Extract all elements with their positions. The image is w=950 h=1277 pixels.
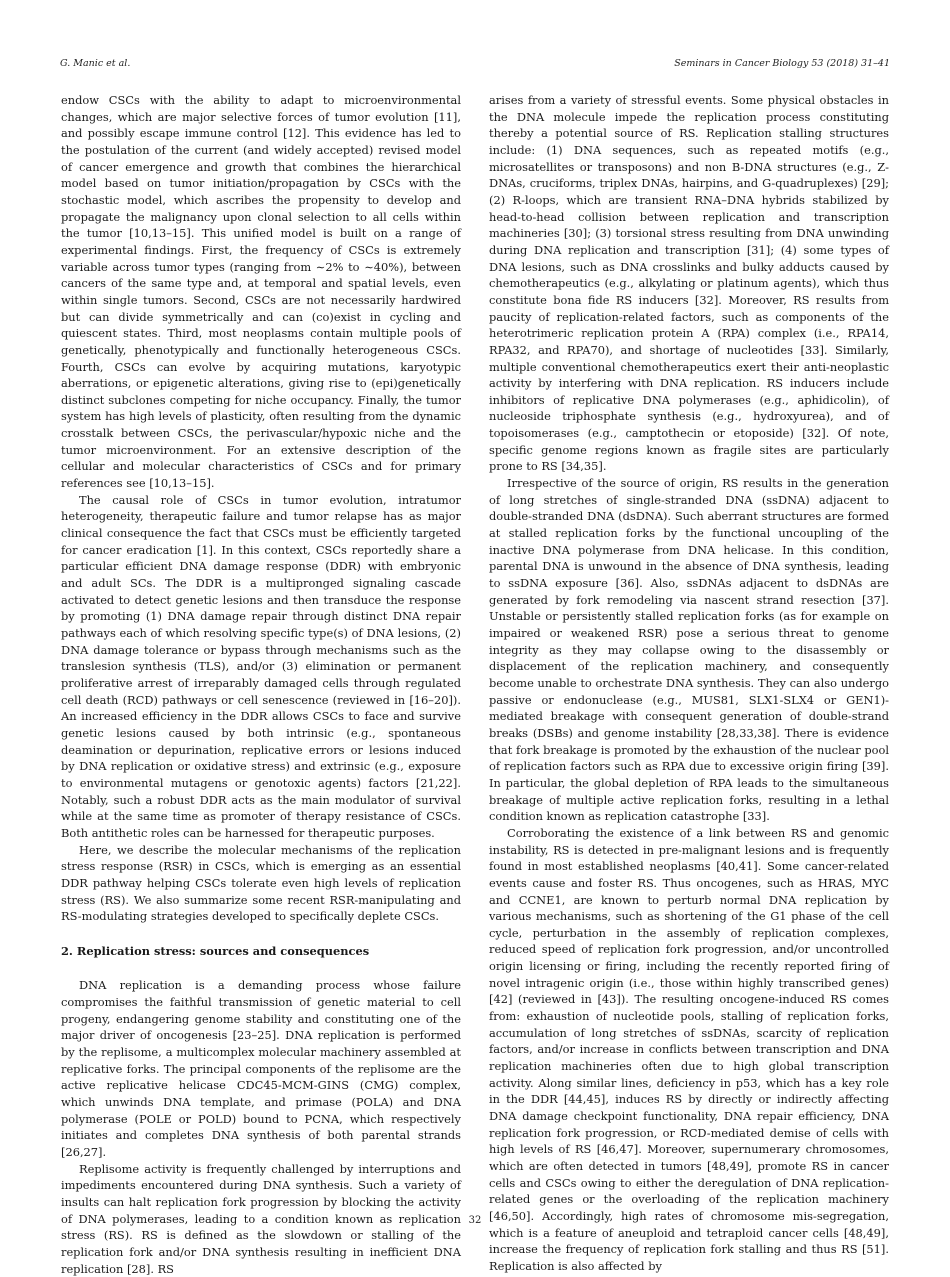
right-column [489,92,889,1275]
paragraph: arises from a variety of stressful events. Some physical obstacles in the DNA molecule impede the replication process constituting thereby a potential source of RS. Replication stalling structures include: (1) DNA sequences, such as repeated motifs (e.g., microsatellites or transposons) and non B-DNA structures (e.g., Z-DNAs, cruciforms, triplex DNAs, hairpins, and G-quadruplexes) [29]; (2) R-loops, which are transient RNA–DNA hybrids stabilized by head-to-head collision between replication and transcription machineries [30]; (3) torsional stress resulting from DNA unwinding during DNA replication and transcription [31]; (4) some types of DNA lesions, such as DNA crosslinks and bulky adducts caused by chemotherapeutics (e.g., alkylating or platinum agents), which thus constitute bona fide RS inducers [32]. Moreover, RS results from paucity of replication-related factors, such as components of the heterotrimeric replication protein A (RPA) complex (i.e., RPA14, RPA32, and RPA70), and shortage of nucleotides [33]. Similarly, multiple conventional chemotherapeutics exert their anti-neoplastic activity by interfering with DNA replication. RS inducers include inhibitors of replicative DNA polymerases (e.g., aphidicolin), of nucleoside triphosphate synthesis (e.g., hydroxyurea), and of topoisomerases (e.g., camptothecin or etoposide) [32]. Of note, specific genome regions known as fragile sites are particularly prone to RS [34,35]. [489,93,889,474]
paragraph: Replisome activity is frequently challenged by interruptions and impediments encountered during DNA synthesis. Such a variety of insults can halt replication fork progression by blocking the activity of DNA polymerases, leading to a condition known as replication stress (RS). RS is defined as the slowdown or stalling of the replication fork and/or DNA synthesis resulting in inefficient DNA replication [28]. RS [61,1161,461,1276]
paragraph: DNA replication is a demanding process whose failure compromises the faithful transmission of genetic material to cell progeny, endangering genome stability and constituting one of the major driver of oncogenesis [23–25]. DNA replication is performed by the replisome, a multicomplex molecular machinery assembled at replicative forks. The principal components of the replisome are the active replicative helicase CDC45-MCM-GINS (CMG) complex, which unwinds DNA template, and primase (POLA) and DNA polymerase (POLE or POLD) bound to PCNA, which respectively initiates and completes DNA synthesis of both parental strands [26,27]. [61,978,461,1160]
paragraph: Irrespective of the source of origin, RS results in the generation of long stretches of single-stranded DNA (ssDNA) adjacent to double-stranded DNA (dsDNA). Such aberrant structures are formed at stalled replication forks by the functional uncoupling of the inactive DNA polymerase from DNA helicase. In this condition, parental DNA is unwound in the absence of DNA synthesis, leading to ssDNA exposure [36]. Also, ssDNAs adjacent to dsDNAs are generated by fork remodeling via nascent strand resection [37]. Unstable or persistently stalled replication forks (as for example on impaired or weakened RSR) pose a serious threat to genome integrity as they may collapse owing to the disassembly or displacement of the replication machinery, and consequently become unable to orchestrate DNA synthesis. They can also undergo passive or endonuclease (e.g., MUS81, SLX1-SLX4 or GEN1)-mediated breakage with consequent generation of double-strand breaks (DSBs) and genome instability [28,33,38]. There is evidence that fork breakage is promoted by the exhaustion of the nuclear pool of replication factors such as RPA due to excessive origin firing [39]. In particular, the global depletion of RPA leads to the simultaneous breakage of multiple active replication forks, resulting in a lethal condition known as replication catastrophe [33]. [489,476,889,824]
left-column [61,92,461,1277]
running-head-authors: G. Manic et al. [60,58,131,69]
paragraph: Corroborating the existence of a link between RS and genomic instability, RS is detected in pre-malignant lesions and is frequently found in most established neoplasms [40,41]. Some cancer-related events cause and foster RS. Thus oncogenes, such as HRAS, MYC and CCNE1, are known to perturb normal DNA replication by various mechanisms, such as shortening of the G1 phase of the cell cycle, perturbation in the assembly of replication complexes, reduced speed of replication fork progression, and/or uncontrolled origin licensing or firing, including the recently reported firing of novel intragenic origin (i.e., those within highly transcribed genes) [42] (reviewed in [43]). The resulting oncogene-induced RS comes from: exhaustion of nucleotide pools, stalling of replication forks, accumulation of long stretches of ssDNAs, scarcity of replication factors, and/or increase in conflicts between transcription and DNA replication machineries often due to high global transcription activity. Along similar lines, deficiency in p53, which has a key role in the DDR [44,45], induces RS by directly or indirectly affecting DNA damage checkpoint functionality, DNA repair efficiency, DNA replication fork progression, or RCD-mediated demise of cells with high levels of RS [46,47]. Moreover, supernumerary chromosomes, which are often detected in tumors [48,49], promote RS in cancer cells and CSCs owing to either the deregulation of DNA replication-related genes or the overloading of the replication machinery [46,50]. Accordingly, high rates of chromosome mis-segregation, which is a feature of aneuploid and tetraploid cancer cells [48,49], increase the frequency of replication fork stalling and thus RS [51]. Replication is also affected by [489,825,889,1273]
page-number: 32 [468,1215,482,1226]
paragraph: The causal role of CSCs in tumor evolution, intratumor heterogeneity, therapeutic failure and tumor relapse has as major clinical consequence the fact that CSCs must be efficiently targeted for cancer eradication [1]. In this context, CSCs reportedly share a particular efficient DNA damage response (DDR) with embryonic and adult SCs. The DDR is a multipronged signaling cascade activated to detect genetic lesions and then transduce the response by promoting (1) DNA damage repair through distinct DNA repair pathways each of which resolving specific type(s) of DNA lesions, (2) DNA damage tolerance or bypass through mechanisms such as the translesion synthesis (TLS), and/or (3) elimination or permanent proliferative arrest of irreparably damaged cells through regulated cell death (RCD) pathways or cell senescence (reviewed in [16–20]). An increased efficiency in the DDR allows CSCs to face and survive genetic lesions caused by both intrinsic (e.g., spontaneous deamination or depurination, replicative errors or lesions induced by DNA replication or oxidative stress) and extrinsic (e.g., exposure to environmental mutagens or genotoxic agents) factors [21,22]. Notably, such a robust DDR acts as the main modulator of survival while at the same time as promoter of therapy resistance of CSCs. Both antithetic roles can be harnessed for therapeutic purposes. [61,492,461,840]
paragraph: Here, we describe the molecular mechanisms of the replication stress response (RSR) in CSCs, which is emerging as an essential DDR pathway helping CSCs tolerate even high levels of replication stress (RS). We also summarize some recent RSR-manipulating and RS-modulating strategies developed to specifically deplete CSCs. [61,842,461,924]
section-heading: 2. Replication stress: sources and consequences [61,943,370,958]
running-head-journal: Seminars in Cancer Biology 53 (2018) 31–41 [674,58,890,69]
paragraph: endow CSCs with the ability to adapt to microenvironmental changes, which are major selective forces of tumor evolution [11], and possibly escape immune control [12]. This evidence has led to the postulation of the current (and widely accepted) revised model of cancer emergence and growth that combines the hierarchical model based on tumor initiation/propagation by CSCs with the stochastic model, which ascribes the propensity to develop and propagate the malignancy upon clonal selection to all cells within the tumor [10,13–15]. This unified model is built on a range of experimental findings. First, the frequency of CSCs is extremely variable across tumor types (ranging from ∼2% to ∼40%), between cancers of the same type and, at temporal and spatial levels, even within single tumors. Second, CSCs are not necessarily hardwired but can divide symmetrically and can (co)exist in cycling and quiescent states. Third, most neoplasms contain multiple pools of genetically, phenotypically and functionally heterogeneous CSCs. Fourth, CSCs can evolve by acquiring mutations, karyotypic aberrations, or epigenetic alterations, giving rise to (epi)genetically distinct subclones competing for niche occupancy. Finally, the tumor system has high levels of plasticity, often resulting from the dynamic crosstalk between CSCs, the perivascular/hypoxic niche and the tumor microenvironment. For an extensive description of the cellular and molecular characteristics of CSCs and for primary references see [10,13–15]. [61,93,461,491]
